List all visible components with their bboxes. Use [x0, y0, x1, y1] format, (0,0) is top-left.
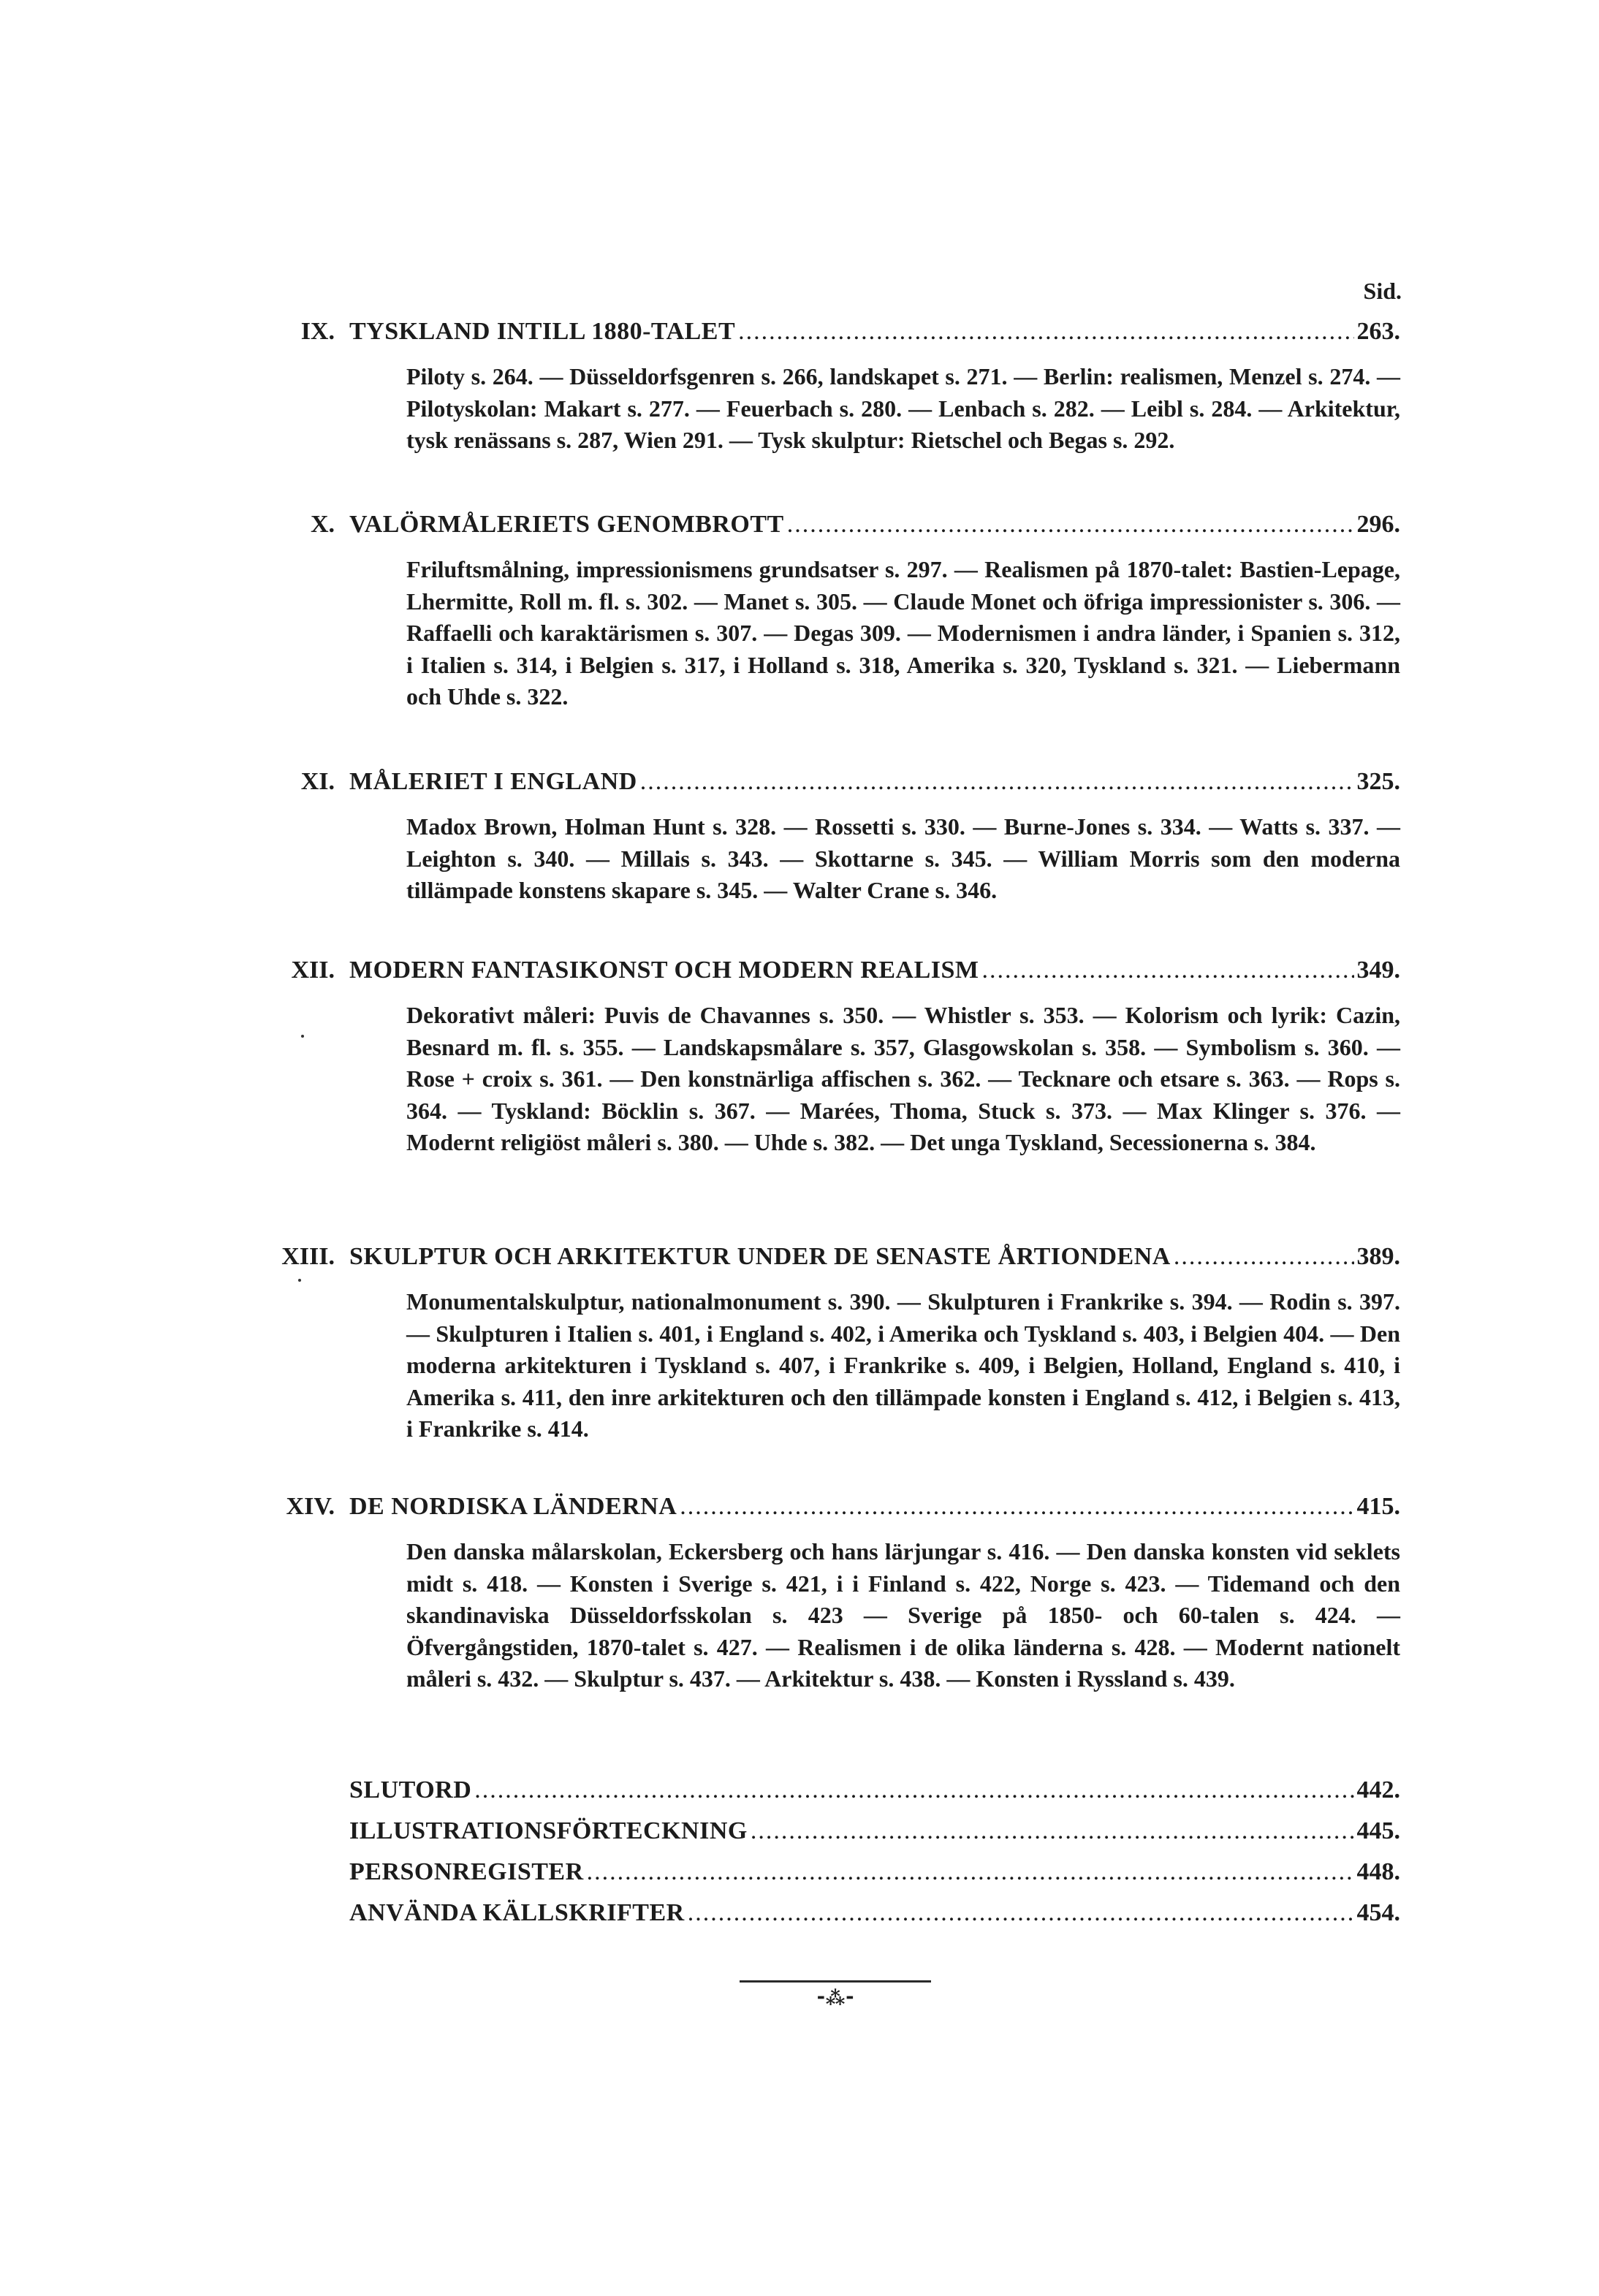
- chapter-page-number: 349.: [1356, 957, 1400, 984]
- chapter-number: XII.: [291, 957, 335, 984]
- dot-leader: [587, 1856, 1354, 1888]
- entry-page-number: 442.: [1356, 1776, 1400, 1803]
- dot-leader: [982, 954, 1354, 987]
- leader-row: [349, 316, 1400, 348]
- chapter-title: DE NORDISKA LÄNDERNA: [349, 1493, 677, 1520]
- dot-leader: [680, 1491, 1353, 1523]
- toc-entry-heading: [0, 1774, 1599, 1806]
- entry-page-number: 448.: [1356, 1858, 1400, 1885]
- entry-page-number: 454.: [1356, 1899, 1400, 1926]
- toc-entry-heading: [0, 1897, 1599, 1929]
- toc-entry-anvanda-kallskrifter: [0, 1897, 1599, 1929]
- dot-leader: [1174, 1241, 1354, 1273]
- leader-row: [349, 954, 1400, 987]
- toc-entry-heading: [0, 766, 1599, 798]
- chapter-contents: Piloty s. 264. — Düsseldorfsgenren s. 266, landskapet s. 271. — Berlin: realismen, Menzel s. 274. — Pilotyskolan: Makart s. 277. — Feuerbach s. 280. — Lenbach s. 282. — Leibl s. 284. — Arkitektur, tysk renässans s. 287, Wien 291. — Tysk skulptur: Rietschel och Begas s. 292.: [406, 363, 1400, 453]
- page-column-label: Sid.: [1363, 278, 1402, 304]
- entry-title: SLUTORD: [349, 1776, 472, 1803]
- chapter-title: TYSKLAND INTILL 1880-TALET: [349, 318, 736, 345]
- toc-entry-heading: [0, 954, 1599, 987]
- leader-row: [349, 1491, 1400, 1523]
- chapter-contents: Friluftsmålning, impressionismens grundsatser s. 297. — Realismen på 1870-talet: Bastien-Lepage, Lhermitte, Roll m. fl. s. 302. — Manet s. 305. — Claude Monet och öfriga impressionister s. 306. — Raffaelli och karaktärismen s. 307. — Degas 309. — Modernismen i andra länder, i Spanien s. 312, i Italien s. 314, i Belgien s. 317, i Holland s. 318, Amerika s. 320, Tyskland s. 321. — Liebermann och Uhde s. 322.: [406, 556, 1400, 710]
- leader-row: [349, 1897, 1400, 1929]
- dot-leader: [688, 1897, 1354, 1929]
- toc-entry-xi: [0, 766, 1599, 949]
- toc-entry-illustrationsforteckning: [0, 1815, 1599, 1847]
- chapter-number: XIV.: [286, 1493, 335, 1520]
- toc-entry-heading: [0, 1241, 1599, 1273]
- print-speck: [298, 1279, 301, 1282]
- entry-title: ILLUSTRATIONSFÖRTECKNING: [349, 1817, 748, 1844]
- chapter-number: X.: [310, 511, 335, 538]
- toc-entry-heading: [0, 509, 1599, 541]
- chapter-title: VALÖRMÅLERIETS GENOMBROTT: [349, 511, 784, 538]
- chapter-number: IX.: [300, 318, 335, 345]
- leader-row: [349, 1815, 1400, 1847]
- chapter-contents: Den danska målarskolan, Eckersberg och hans lärjungar s. 416. — Den danska konsten vid seklets midt s. 418. — Konsten i Sverige s. 421, i i Finland s. 422, Norge s. 423. — Tidemand och den skandinaviska Düsseldorfsskolan s. 423 — Sverige på 1850- och 60-talen s. 424. — Öfvergångstiden, 1870-talet s. 427. — Realismen i de olika länderna s. 428. — Modernt nationelt måleri s. 432. — Skulptur s. 437. — Arkitektur s. 438. — Konsten i Ryssland s. 439.: [406, 1538, 1400, 1692]
- chapter-contents: Dekorativt måleri: Puvis de Chavannes s. 350. — Whistler s. 353. — Kolorism och lyrik: Cazin, Besnard m. fl. s. 355. — Landskapsmålare s. 357, Glasgowskolan s. 358. — Symbolism s. 360. — Rose + croix s. 361. — Den konstnärliga affischen s. 362. — Tecknare och etsare s. 363. — Rops s. 364. — Tyskland: Böcklin s. 367. — Marées, Thoma, Stuck s. 373. — Max Klinger s. 376. — Modernt religiöst måleri s. 380. — Uhde s. 382. — Det unga Tyskland, Secessionerna s. 384.: [406, 1002, 1400, 1155]
- leader-row: [349, 1774, 1400, 1806]
- leader-row: [349, 1241, 1400, 1273]
- toc-entry-heading: [0, 1491, 1599, 1523]
- chapter-title: MÅLERIET I ENGLAND: [349, 768, 637, 795]
- ornament-glyph: ⁃⁂⁃: [816, 1988, 855, 2009]
- leader-row: [349, 1856, 1400, 1888]
- toc-entry-xii: [0, 954, 1599, 1232]
- entry-title: ANVÄNDA KÄLLSKRIFTER: [349, 1899, 685, 1926]
- entry-page-number: 445.: [1356, 1817, 1400, 1844]
- toc-entry-heading: [0, 1856, 1599, 1888]
- toc-entry-personregister: [0, 1856, 1599, 1888]
- dot-leader: [640, 766, 1354, 798]
- toc-entry-ix: [0, 316, 1599, 513]
- toc-entry-heading: [0, 316, 1599, 348]
- chapter-page-number: 415.: [1356, 1493, 1400, 1520]
- chapter-page-number: 389.: [1356, 1243, 1400, 1270]
- leader-row: [349, 766, 1400, 798]
- chapter-page-number: 296.: [1356, 511, 1400, 538]
- chapter-number: XI.: [300, 768, 335, 795]
- chapter-title: MODERN FANTASIKONST OCH MODERN REALISM: [349, 957, 979, 984]
- toc-entry-xiv: [0, 1491, 1599, 1754]
- toc-entry-heading: [0, 1815, 1599, 1847]
- dot-leader: [474, 1774, 1353, 1806]
- ornament-rule: [740, 1980, 931, 1983]
- leader-row: [349, 509, 1400, 541]
- toc-entry-xiii: [0, 1241, 1599, 1489]
- toc-entry-x: [0, 509, 1599, 772]
- chapter-title: SKULPTUR OCH ARKITEKTUR UNDER DE SENASTE ÅRTIONDENA: [349, 1243, 1171, 1270]
- chapter-page-number: 263.: [1356, 318, 1400, 345]
- chapter-contents: Monumentalskulptur, nationalmonument s. 390. — Skulpturen i Frankrike s. 394. — Rodin s. 397. — Skulpturen i Italien s. 401, i England s. 402, i Amerika och Tyskland s. 403, i Belgien 404. — Den moderna arkitekturen i Tyskland s. 407, i Frankrike s. 409, i Belgien, Holland, England s. 410, i Amerika s. 411, den inre arkitekturen och den tillämpade konsten i England s. 412, i Belgien s. 413, i Frankrike s. 414.: [406, 1288, 1400, 1442]
- entry-title: PERSONREGISTER: [349, 1858, 584, 1885]
- dot-leader: [751, 1815, 1354, 1847]
- print-speck: [301, 1035, 304, 1038]
- chapter-contents: Madox Brown, Holman Hunt s. 328. — Rossetti s. 330. — Burne-Jones s. 334. — Watts s. 337. — Leighton s. 340. — Millais s. 343. — Skottarne s. 345. — William Morris som den moderna tillämpade konstens skapare s. 345. — Walter Crane s. 346.: [406, 813, 1400, 903]
- dot-leader: [738, 316, 1353, 348]
- toc-entry-slutord: [0, 1774, 1599, 1806]
- dot-leader: [787, 509, 1354, 541]
- chapter-number: XIII.: [281, 1243, 335, 1270]
- chapter-page-number: 325.: [1356, 768, 1400, 795]
